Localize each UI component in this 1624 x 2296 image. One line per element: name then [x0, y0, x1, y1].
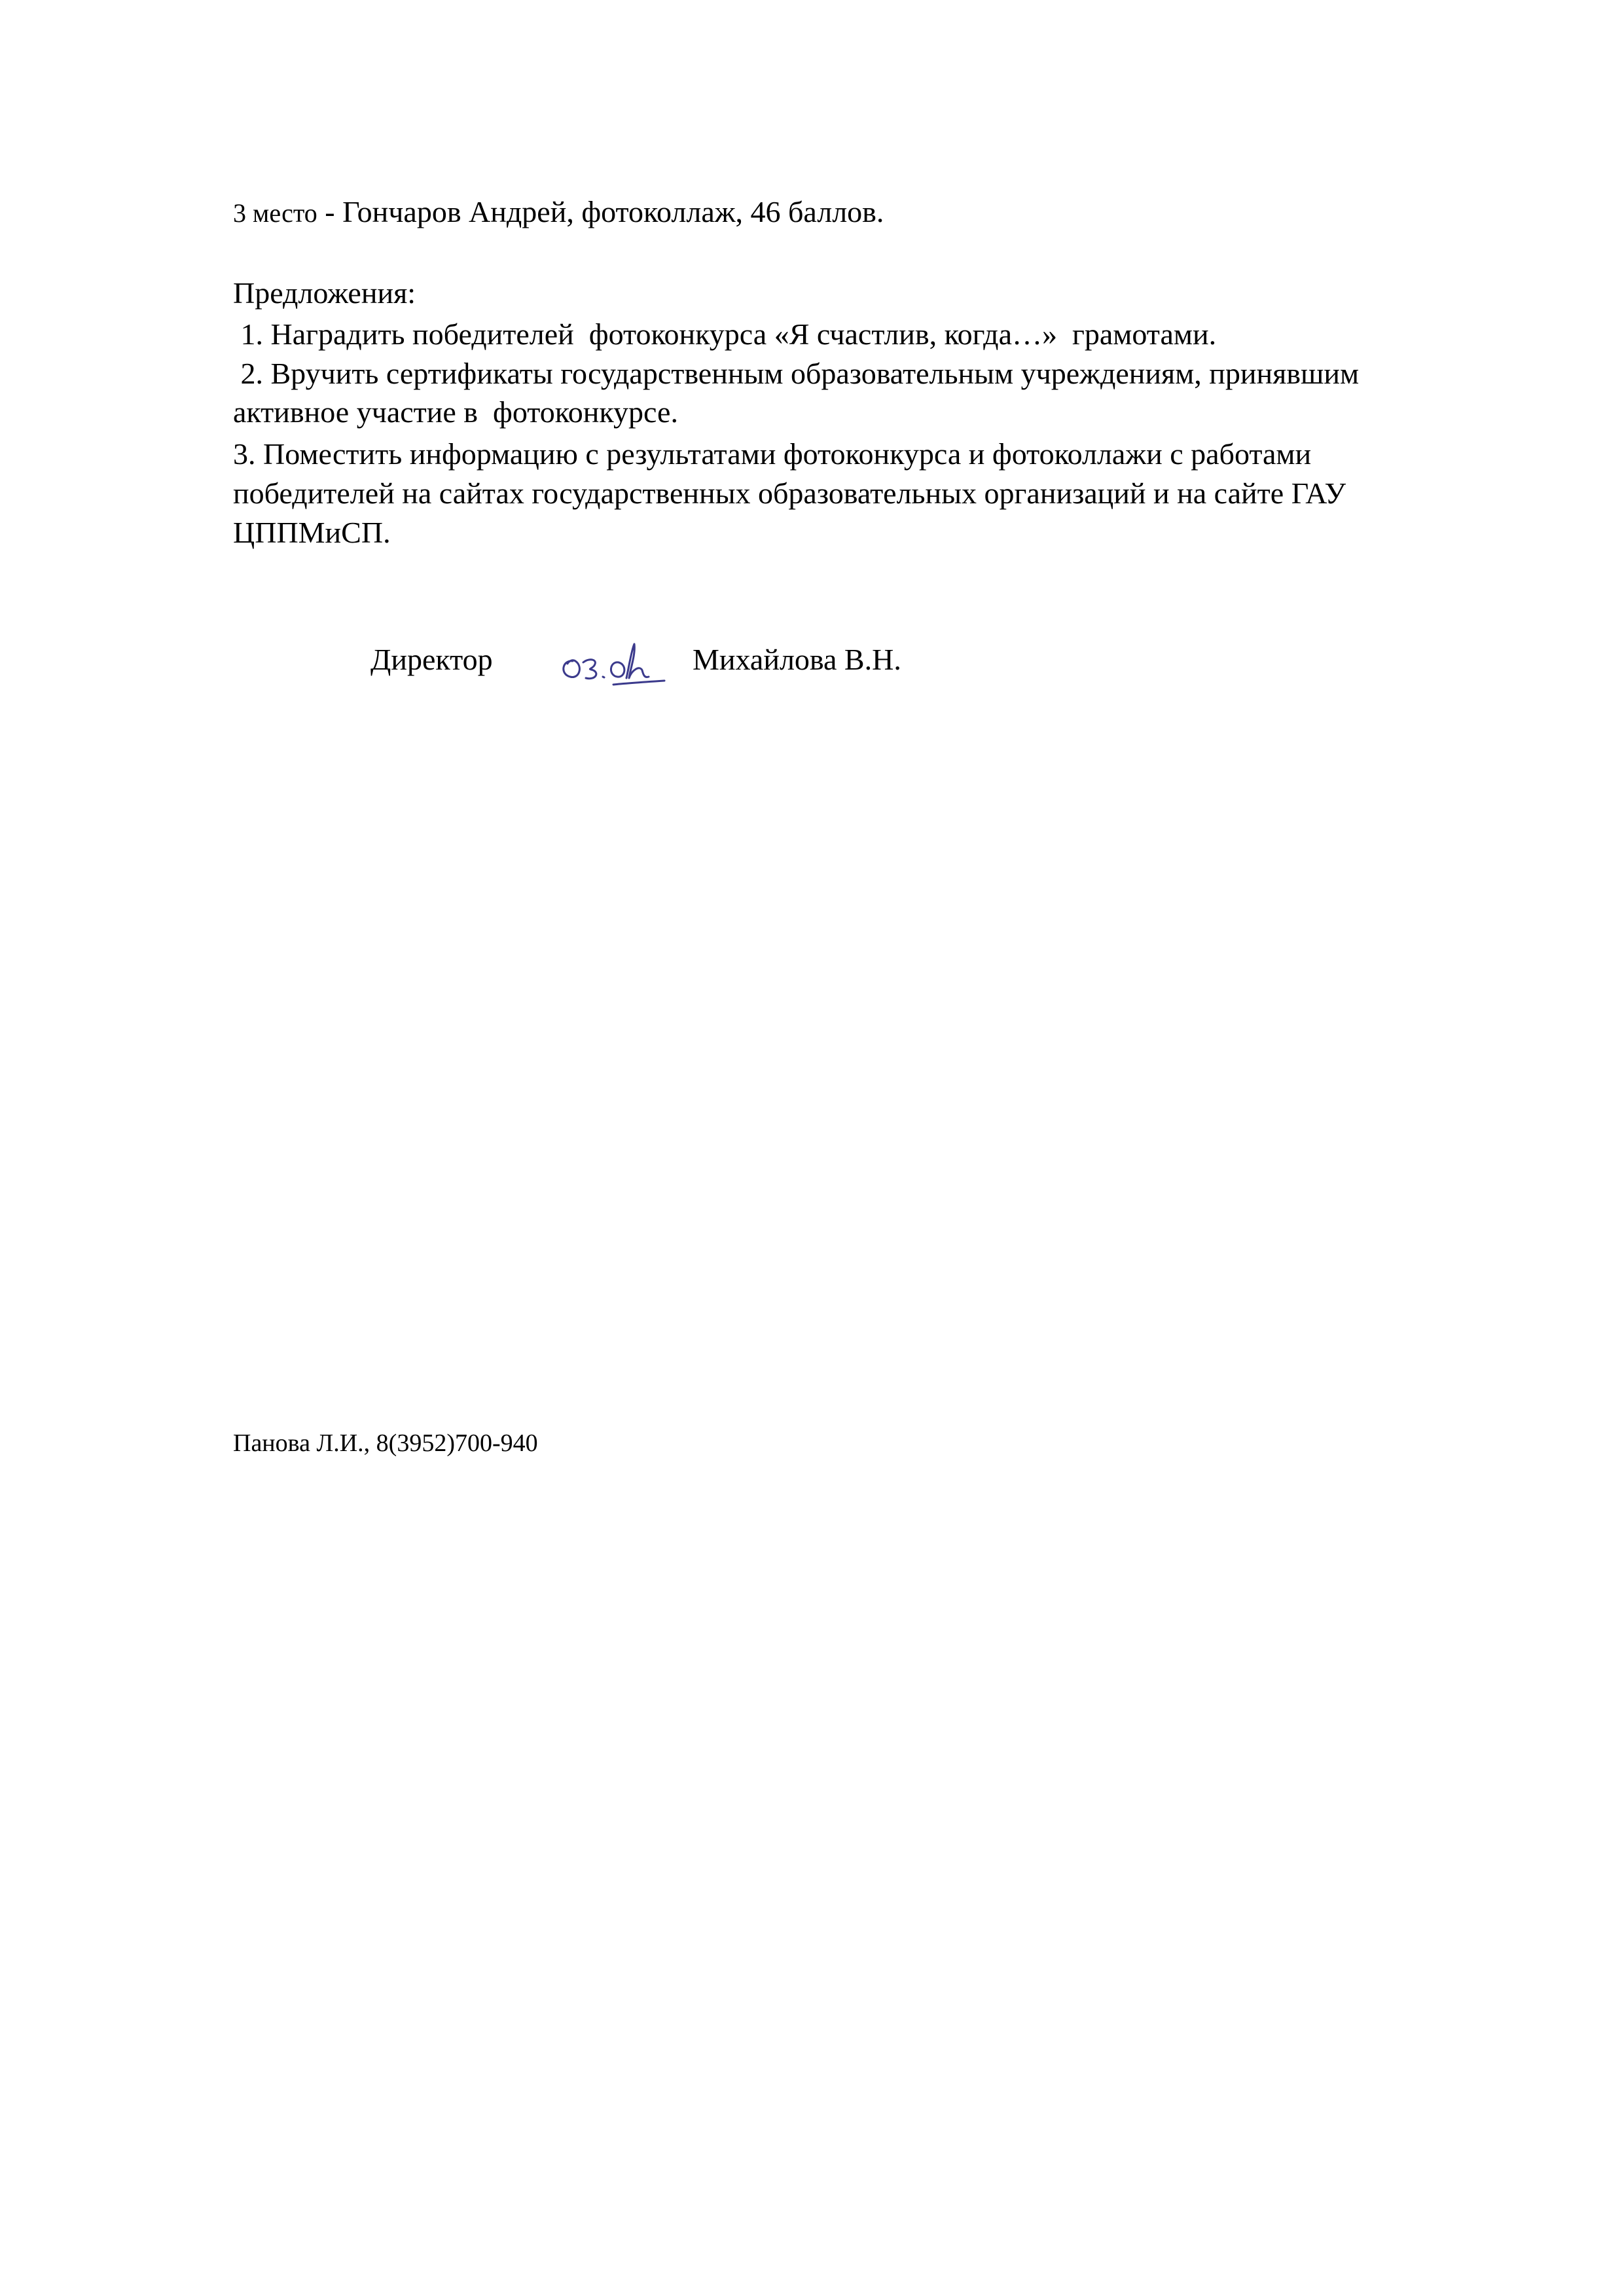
proposal-item-1: 1. Наградить победителей фотоконкурса «Я счастлив, когда…» грамотами.	[233, 317, 1217, 351]
proposal-item-2-line-2: активное участие в фотоконкурсе.	[233, 395, 678, 429]
third-place-result	[233, 194, 884, 232]
signer-position: Директор	[370, 643, 493, 676]
proposals-title: Предложения:	[233, 276, 416, 310]
handwritten-signature	[553, 635, 671, 694]
signature-block	[0, 635, 1624, 700]
contact-info: Панова Л.И., 8(3952)700-940	[233, 1429, 538, 1457]
proposal-item-2-line-1: 2. Вручить сертификаты государственным образовательным учреждениям, принявшим	[233, 357, 1360, 390]
signer-name: Михайлова В.Н.	[693, 643, 901, 676]
third-place-text: - Гончаров Андрей, фотоколлаж, 46 баллов.	[317, 195, 884, 228]
proposal-item-3-line-3: ЦППМиСП.	[233, 516, 391, 549]
third-place-label: 3 место	[233, 198, 317, 228]
proposal-item-3-line-2: победителей на сайтах государственных образовательных организаций и на сайте ГАУ	[233, 476, 1346, 510]
proposal-item-3-line-1: 3. Поместить информацию с результатами фотоконкурса и фотоколлажи с работами	[233, 437, 1312, 471]
